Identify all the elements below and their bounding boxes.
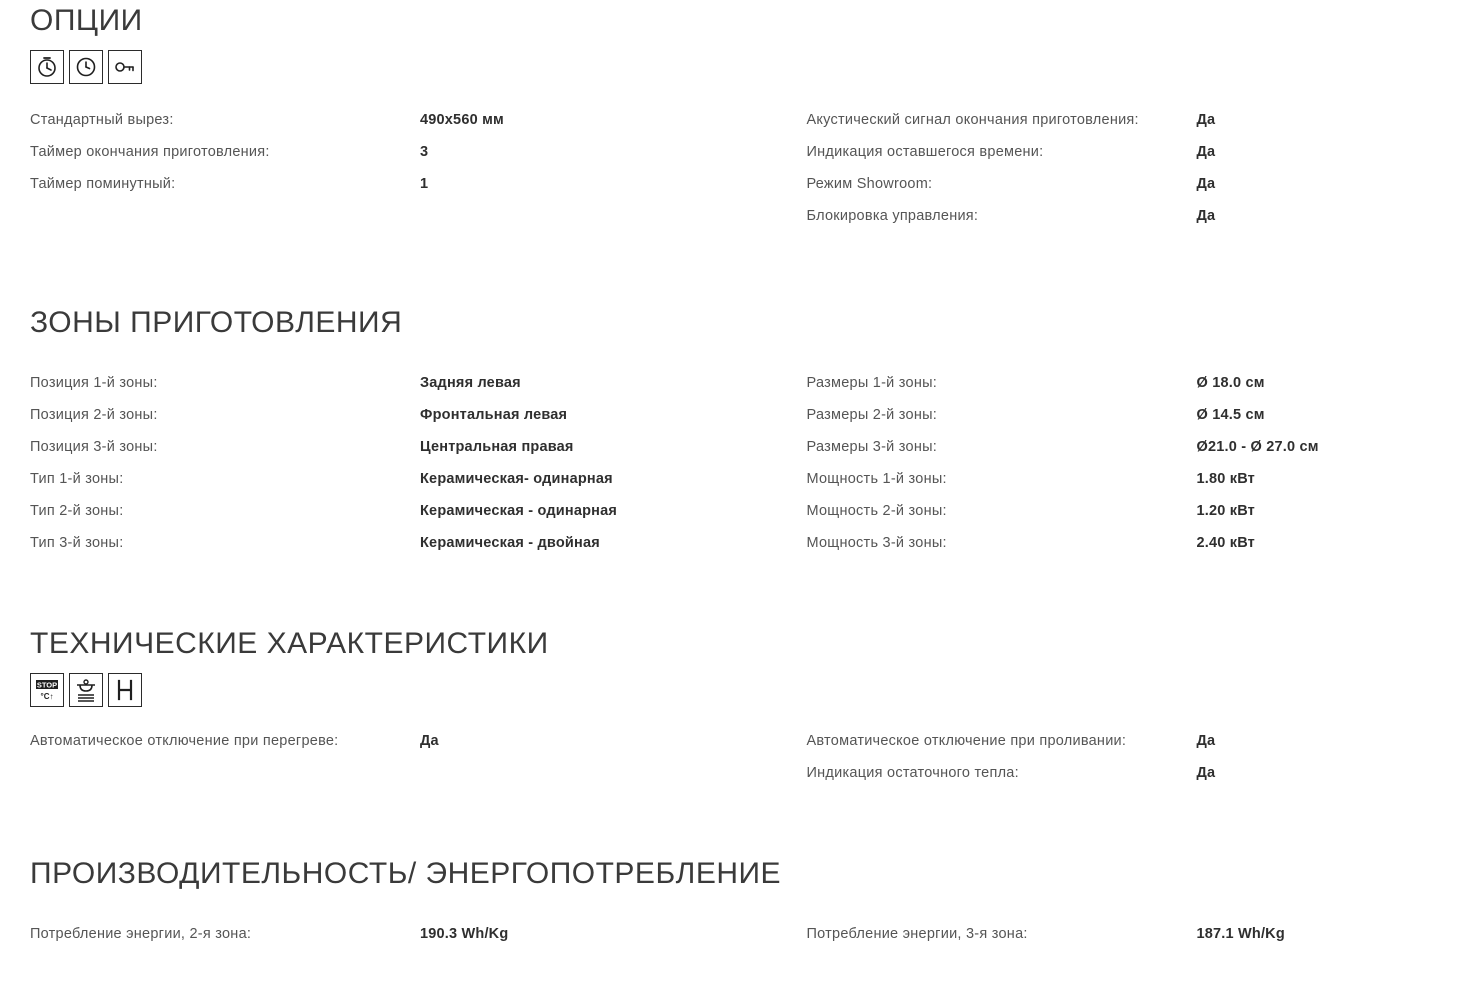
h-marking-icon [108,673,142,707]
technical-icons [30,673,1443,707]
technical-spec-grid [30,731,1443,795]
spec-value: Фронтальная левая [420,407,568,424]
cooking-zones-left-column [30,373,737,565]
spec-label: Потребление энергии, 3-я зона: [806,926,1028,943]
spec-label: Тип 3-й зоны: [30,535,124,552]
spec-value: Да [1196,765,1216,782]
spec-label: Автоматическое отключение при проливании: [806,733,1127,750]
section-performance-energy [30,857,1443,956]
spec-label: Мощность 1-й зоны: [806,471,947,488]
spec-value: 190.3 Wh/Kg [420,926,509,943]
spec-row [30,501,737,522]
spec-row [30,110,737,131]
spec-row [807,437,1444,458]
spec-label: Потребление энергии, 2-я зона: [30,926,252,943]
spec-row [807,533,1444,554]
spec-value: 1.80 кВт [1196,471,1255,488]
section-options [30,0,1443,238]
spec-label: Таймер окончания приготовления: [30,144,270,161]
svg-text:STOP: STOP [36,680,58,690]
spec-value: Да [1196,112,1216,128]
spec-value: 187.1 Wh/Kg [1196,926,1285,943]
svg-text:°C↑: °C↑ [40,692,54,702]
spec-value: 1 [420,176,429,193]
spec-row [30,924,737,945]
spec-row [807,501,1444,522]
spec-value: Да [1196,144,1216,161]
option-icons [30,50,1443,84]
spec-value: Центральная правая [420,439,574,456]
timer-clock-icon [30,50,64,84]
spec-value: Керамическая- одинарная [420,471,613,488]
section-technical-specs [30,627,1443,795]
options-spec-grid [30,110,1443,238]
spec-value: Ø 18.0 см [1196,375,1265,392]
spec-row [807,469,1444,490]
spec-label: Режим Showroom: [806,176,933,193]
spec-value: 2.40 кВт [1196,535,1255,552]
spec-value: 1.20 кВт [1196,503,1255,520]
spec-label: Индикация оставшегося времени: [806,144,1044,161]
spec-row [807,110,1444,131]
spec-value: Ø21.0 - Ø 27.0 см [1196,439,1319,456]
spec-value: Керамическая - одинарная [420,503,618,520]
spec-label: Стандартный вырез: [30,112,174,128]
section-title-technical-specs: ТЕХНИЧЕСКИЕ ХАРАКТЕРИСТИКИ [30,627,549,661]
clock-icon [69,50,103,84]
cooking-zones-right-column [737,373,1444,565]
spec-value: Да [1196,176,1216,193]
performance-left-column [30,924,737,956]
spec-label: Блокировка управления: [806,208,979,225]
spec-label: Размеры 2-й зоны: [806,407,938,424]
spec-row [807,405,1444,426]
spec-row [30,437,737,458]
spec-value: Керамическая - двойная [420,535,600,552]
spec-label: Индикация остаточного тепла: [806,765,1019,782]
spec-label: Размеры 3-й зоны: [806,439,938,456]
spill-stop-icon [69,673,103,707]
spec-row [30,174,737,195]
spec-label: Позиция 2-й зоны: [30,407,158,424]
page-title: ОПЦИИ [30,4,143,37]
spec-row [807,142,1444,163]
spec-label: Тип 2-й зоны: [30,503,124,520]
spec-label: Позиция 3-й зоны: [30,439,158,456]
spec-row [30,373,737,394]
section-title-performance-energy: ПРОИЗВОДИТЕЛЬНОСТЬ/ ЭНЕРГОПОТРЕБЛЕНИЕ [30,857,782,891]
spec-row [30,533,737,554]
spec-label: Размеры 1-й зоны: [806,375,938,392]
section-title-cooking-zones: ЗОНЫ ПРИГОТОВЛЕНИЯ [30,306,403,340]
key-lock-icon [108,50,142,84]
spec-row [807,731,1444,752]
options-right-column [737,110,1444,238]
spec-row [30,142,737,163]
spec-label: Мощность 2-й зоны: [806,503,947,520]
technical-right-column [737,731,1444,795]
spec-value: Да [420,733,439,750]
spec-row [30,405,737,426]
spec-value: 490x560 мм [420,112,504,128]
spec-row [807,206,1444,227]
spec-label: Автоматическое отключение при перегреве: [30,733,339,750]
spec-row [30,731,737,752]
spec-label: Мощность 3-й зоны: [806,535,947,552]
spec-label: Позиция 1-й зоны: [30,375,158,392]
spec-row [807,174,1444,195]
spec-label: Тип 1-й зоны: [30,471,124,488]
spec-row [807,924,1444,945]
cooking-zones-spec-grid [30,373,1443,565]
spec-value: Да [1196,733,1216,750]
options-left-column [30,110,737,238]
technical-left-column [30,731,737,795]
spec-row [807,373,1444,394]
spec-label: Таймер поминутный: [30,176,176,193]
performance-right-column [737,924,1444,956]
spec-row [30,469,737,490]
spec-value: Задняя левая [420,375,521,392]
stop-temperature-icon [30,673,64,707]
spec-label: Акустический сигнал окончания приготовления: [806,112,1139,128]
spec-value: Ø 14.5 см [1196,407,1265,424]
spec-row [807,763,1444,784]
performance-spec-grid [30,924,1443,956]
section-cooking-zones [30,306,1443,565]
spec-value: 3 [420,144,429,161]
spec-value: Да [1196,208,1216,225]
